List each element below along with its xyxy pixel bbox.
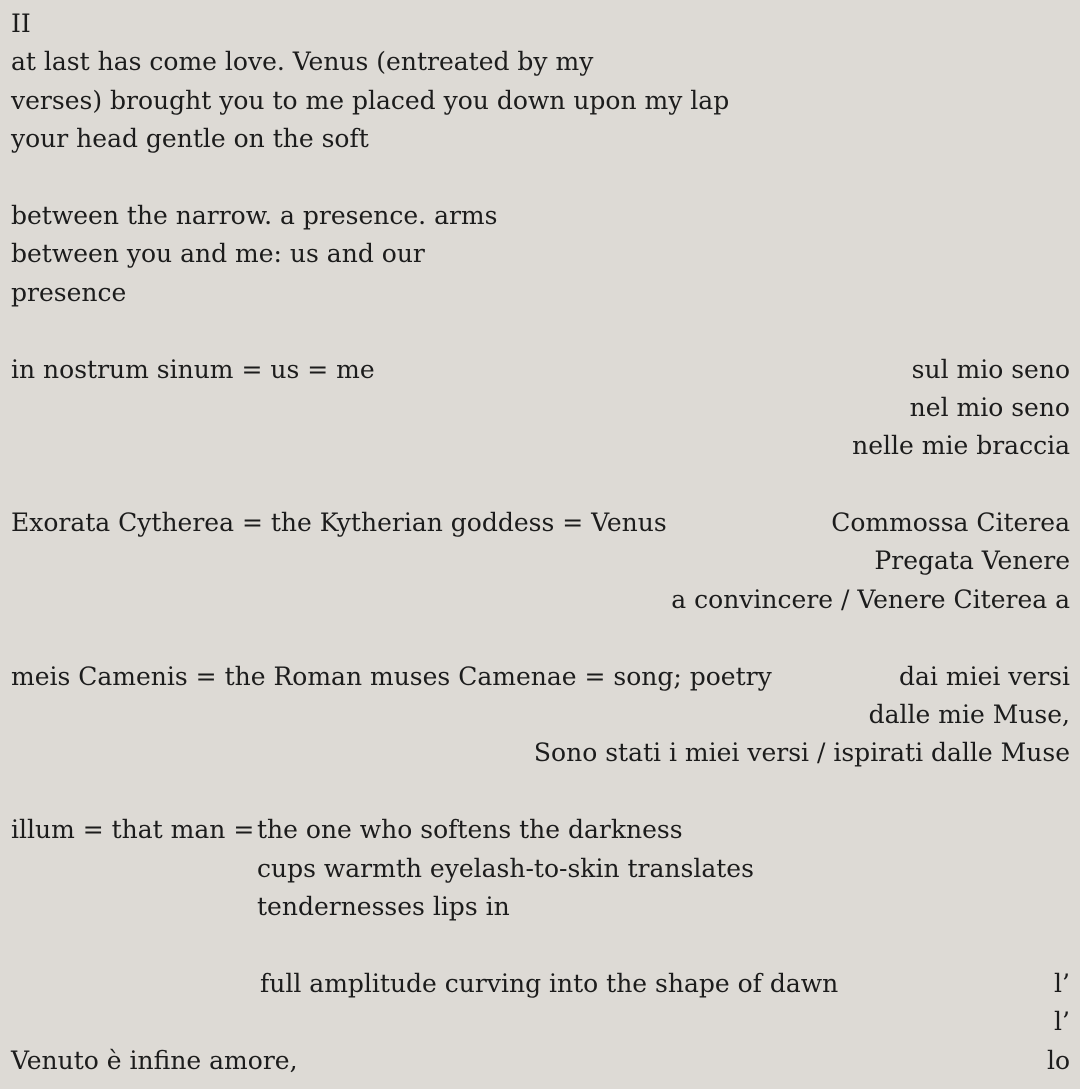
gloss-italian: dai miei versi (899, 661, 1070, 691)
gloss-line (11, 351, 1070, 389)
gloss-line (11, 888, 1070, 926)
gloss-line (11, 581, 1070, 619)
gloss-line (11, 850, 1070, 888)
gloss-italian: Commossa Citerea (831, 508, 1070, 538)
stanza-break (11, 619, 1070, 657)
gloss-english: tendernesses lips in (257, 891, 510, 921)
closing-line (11, 965, 1070, 1003)
gloss-italian: Sono stati i miei versi / ispirati dalle Muse (533, 738, 1070, 768)
stanza-text: between the narrow. a presence. arms (11, 200, 498, 230)
gloss-line (11, 811, 1070, 849)
stanza-line (11, 274, 1070, 312)
stanza-text: between you and me: us and our (11, 239, 425, 269)
closing-line (11, 1042, 1070, 1080)
stanza-line (11, 235, 1070, 273)
closing-line (11, 1003, 1070, 1041)
gloss-line (11, 427, 1070, 465)
stanza-break (11, 466, 1070, 504)
stanza-break (11, 926, 1070, 964)
gloss-italian: dalle mie Muse, (868, 700, 1070, 730)
stanza-text: your head gentle on the soft (11, 124, 369, 154)
closing-italian: l’ (1054, 968, 1070, 998)
gloss-latin: in nostrum sinum = us = me (11, 354, 375, 384)
gloss-italian: nelle mie braccia (852, 431, 1070, 461)
gloss-line (11, 734, 1070, 772)
stanza-break (11, 312, 1070, 350)
stanza-text: presence (11, 277, 127, 307)
gloss-italian: nel mio seno (909, 392, 1070, 422)
section-number: II (11, 9, 31, 38)
stanza-line (11, 197, 1070, 235)
gloss-italian: sul mio seno (911, 354, 1070, 384)
stanza-line (11, 43, 1070, 81)
gloss-italian: Pregata Venere (874, 546, 1070, 576)
closing-italian: lo (1046, 1045, 1070, 1075)
gloss-english: the one who softens the darkness (257, 815, 683, 845)
gloss-line (11, 696, 1070, 734)
gloss-line (11, 389, 1070, 427)
gloss-italian: a convincere / Venere Citerea a (671, 584, 1070, 614)
stanza-text: verses) brought you to me placed you down upon my lap (11, 85, 730, 115)
gloss-english: cups warmth eyelash-to-skin translates (257, 853, 754, 883)
gloss-line (11, 542, 1070, 580)
stanza-text: at last has come love. Venus (entreated by my (11, 47, 594, 77)
closing-italian: l’ (1054, 1007, 1070, 1037)
stanza-line (11, 120, 1070, 158)
closing-text: Venuto è infine amore, (11, 1045, 298, 1075)
poem-page (11, 5, 1070, 1080)
section-number-line (11, 5, 1070, 43)
closing-text: full amplitude curving into the shape of dawn (260, 968, 839, 998)
gloss-line (11, 504, 1070, 542)
stanza-line (11, 82, 1070, 120)
gloss-line (11, 658, 1070, 696)
gloss-latin: Exorata Cytherea = the Kytherian goddess = Venus (11, 508, 667, 538)
gloss-latin: illum = that man = (11, 815, 255, 845)
gloss-latin: meis Camenis = the Roman muses Camenae = song; poetry (11, 661, 772, 691)
stanza-break (11, 773, 1070, 811)
stanza-break (11, 159, 1070, 197)
